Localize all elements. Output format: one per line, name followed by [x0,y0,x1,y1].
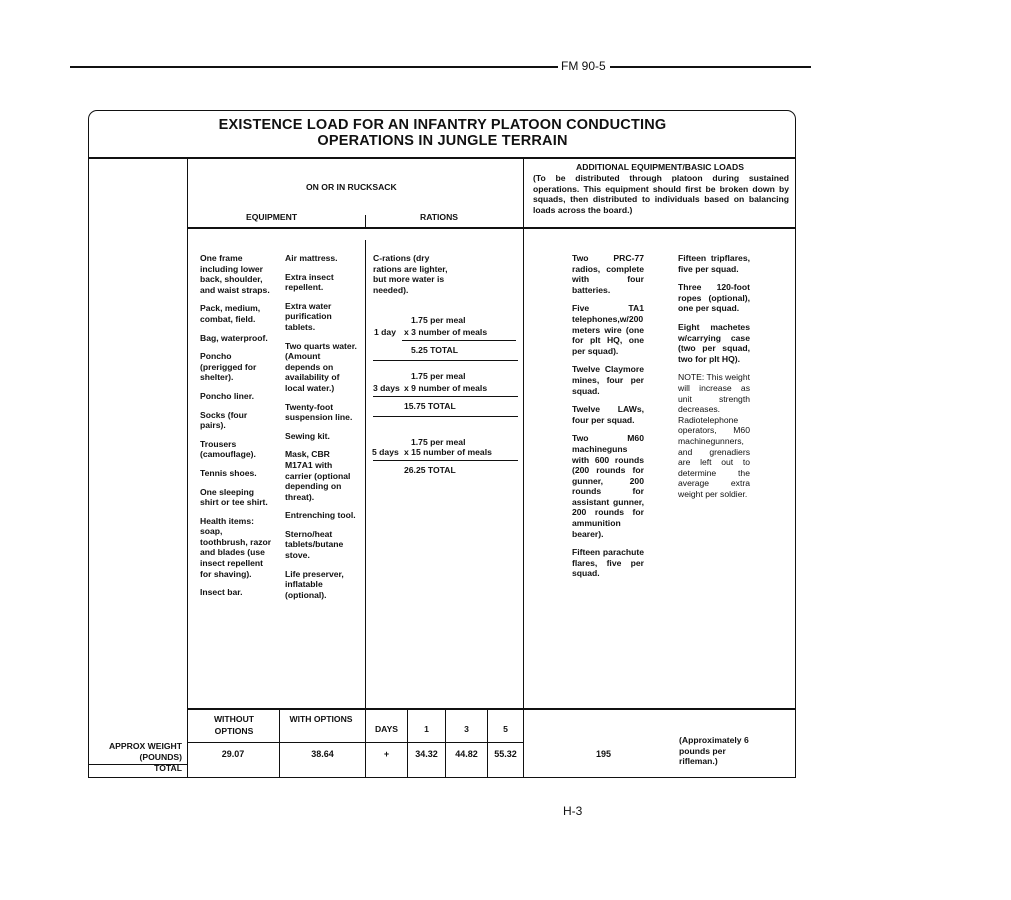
additional-list-1 [572,253,644,587]
equipment-item: Bag, waterproof. [200,332,268,343]
ration-multiplier: x 9 number of meals [404,383,488,393]
vline-rations [365,240,366,778]
day-col-header: 1 [424,724,429,734]
header-code: FM 90-5 [561,59,606,73]
plus-sign: + [383,749,390,759]
additional-weight-value: 195 [596,749,612,759]
vline-day3 [445,708,446,778]
with-options-header: WITH OPTIONS [289,714,353,724]
table-title-line1: EXISTENCE LOAD FOR AN INFANTRY PLATOON CONDUCTING [218,117,667,133]
rations-header: RATIONS [420,212,459,222]
ration-days: 3 days [373,383,400,393]
equipment-item: Extra insect repellent. [285,271,334,293]
equipment-item: Life preserver, inflatable (optional). [285,568,344,600]
equipment-item: Tennis shoes. [200,467,257,478]
approx-weight-label [92,741,182,774]
day-col-header: 5 [503,724,508,734]
title-divider [88,157,796,159]
row-label-line: APPROX WEIGHT [108,741,182,751]
on-rucksack-label: ON OR IN RUCKSACK [306,182,397,192]
additional-description: (To be distributed through platoon during sustained operations. This equipment should first be broken down by squads, then distributed to individuals based on balancing loads across the board.) [533,173,789,215]
equipment-item: Sterno/heat tablets/butane stove. [285,528,344,561]
day-value: 44.82 [455,749,478,759]
vline-day1 [407,708,408,778]
additional-item: Twelve Claymore mines, four per squad. [572,364,644,396]
equipment-item: Twenty-foot suspension line. [285,401,353,423]
without-options-value: 29.07 [221,749,245,759]
ration-rule [373,396,518,397]
ration-per-meal: 1.75 per meal [411,315,466,325]
ration-multiplier: x 15 number of meals [404,447,492,457]
additional-item: Twelve LAWs, four per squad. [572,404,644,425]
ration-total: 26.25 TOTAL [404,465,456,475]
ration-days: 1 day [374,327,396,337]
header-divider [187,227,796,229]
ration-per-meal: 1.75 per meal [411,437,466,447]
equipment-item: Air mattress. [285,253,338,263]
ration-multiplier: x 3 number of meals [404,327,488,337]
equipment-item: Entrenching tool. [285,510,356,521]
bottom-divider [187,708,796,710]
header-rule-right [610,66,811,68]
additional-list-2 [678,253,750,507]
table-title-line2: OPERATIONS IN JUNGLE TERRAIN [317,133,568,149]
equipment-item: Poncho (prerigged for shelter). [200,351,257,383]
ration-total: 15.75 TOTAL [404,401,456,411]
ration-per-meal: 1.75 per meal [411,371,466,381]
additional-item: Two M60 machineguns with 600 rounds (200 rounds for gunner, 200 rounds for assistant gunner, 200 rounds for ammunition bearer). [572,433,644,539]
additional-item: Fifteen tripflares, five per squad. [678,253,750,274]
equipment-item: Poncho liner. [200,390,254,401]
equipment-item: Health items: soap, toothbrush, razor and blades (use insect repellent for shaving). [200,515,272,579]
day-col-header: 3 [464,724,469,734]
day-value: 34.32 [415,749,438,759]
ration-divider [373,416,518,417]
equipment-header: EQUIPMENT [246,212,298,222]
equipment-item: Pack, medium, combat, field. [200,303,261,324]
with-options-value: 38.64 [311,749,334,759]
vline-label-col [187,157,188,778]
vline-with-options [279,708,280,778]
equipment-item: Trousers (camouflage). [200,438,256,460]
equipment-list-2 [285,253,357,608]
rations-intro: C-rations (dry rations are lighter, but more water is needed). [373,253,448,295]
equipment-item: Socks (four pairs). [200,409,248,431]
additional-item: Fifteen parachute flares, five per squad. [572,547,644,579]
additional-item: Eight machetes w/carrying case (two per squad, two for plt HQ). [678,321,750,364]
equipment-list-1 [200,253,272,606]
without-options-header: WITHOUT OPTIONS [213,714,255,736]
equipment-item: Insect bar. [200,587,243,598]
row-label-line: (POUNDS) [139,752,182,762]
days-header: DAYS [374,724,399,734]
bottom-header-rule [187,742,523,743]
header-rule-left [70,66,558,68]
equipment-item: Extra water purification tablets. [285,300,332,332]
vline-day5 [487,708,488,778]
footer-code: H-3 [563,804,583,818]
additional-title: ADDITIONAL EQUIPMENT/BASIC LOADS [576,162,744,172]
ration-divider [373,360,518,361]
vline-additional-col [523,157,524,778]
ration-total: 5.25 TOTAL [411,345,458,355]
additional-item: Two PRC-77 radios, complete with four batteries. [572,253,644,295]
row-label-line: TOTAL [154,763,182,773]
vline-header-rations [365,215,366,227]
additional-item: Five TA1 telephones,w/200 meters wire (one for plt HQ, one per squad). [572,303,644,356]
day-value: 55.32 [494,749,517,759]
equipment-item: Sewing kit. [285,430,330,441]
equipment-item: Mask, CBR M17A1 with carrier (optional depending on threat). [285,449,351,502]
weight-note: NOTE: This weight will increase as unit strength decreases. Radiotelephone operators, M60 machinegunners, and grenadiers are left out to determine the average extra weight per soldier. [678,372,750,499]
ration-rule [373,460,518,461]
equipment-item: One frame including lower back, shoulder, and waist straps. [200,253,270,295]
additional-item: Three 120-foot ropes (optional), one per squad. [678,282,750,314]
equipment-item: Two quarts water. (Amount depends on availability of local water.) [285,340,357,393]
ration-rule [402,340,516,341]
additional-weight-note: (Approximately 6 pounds per rifleman.) [679,735,749,767]
ration-days: 5 days [372,447,399,457]
equipment-item: One sleeping shirt or tee shirt. [200,486,268,508]
